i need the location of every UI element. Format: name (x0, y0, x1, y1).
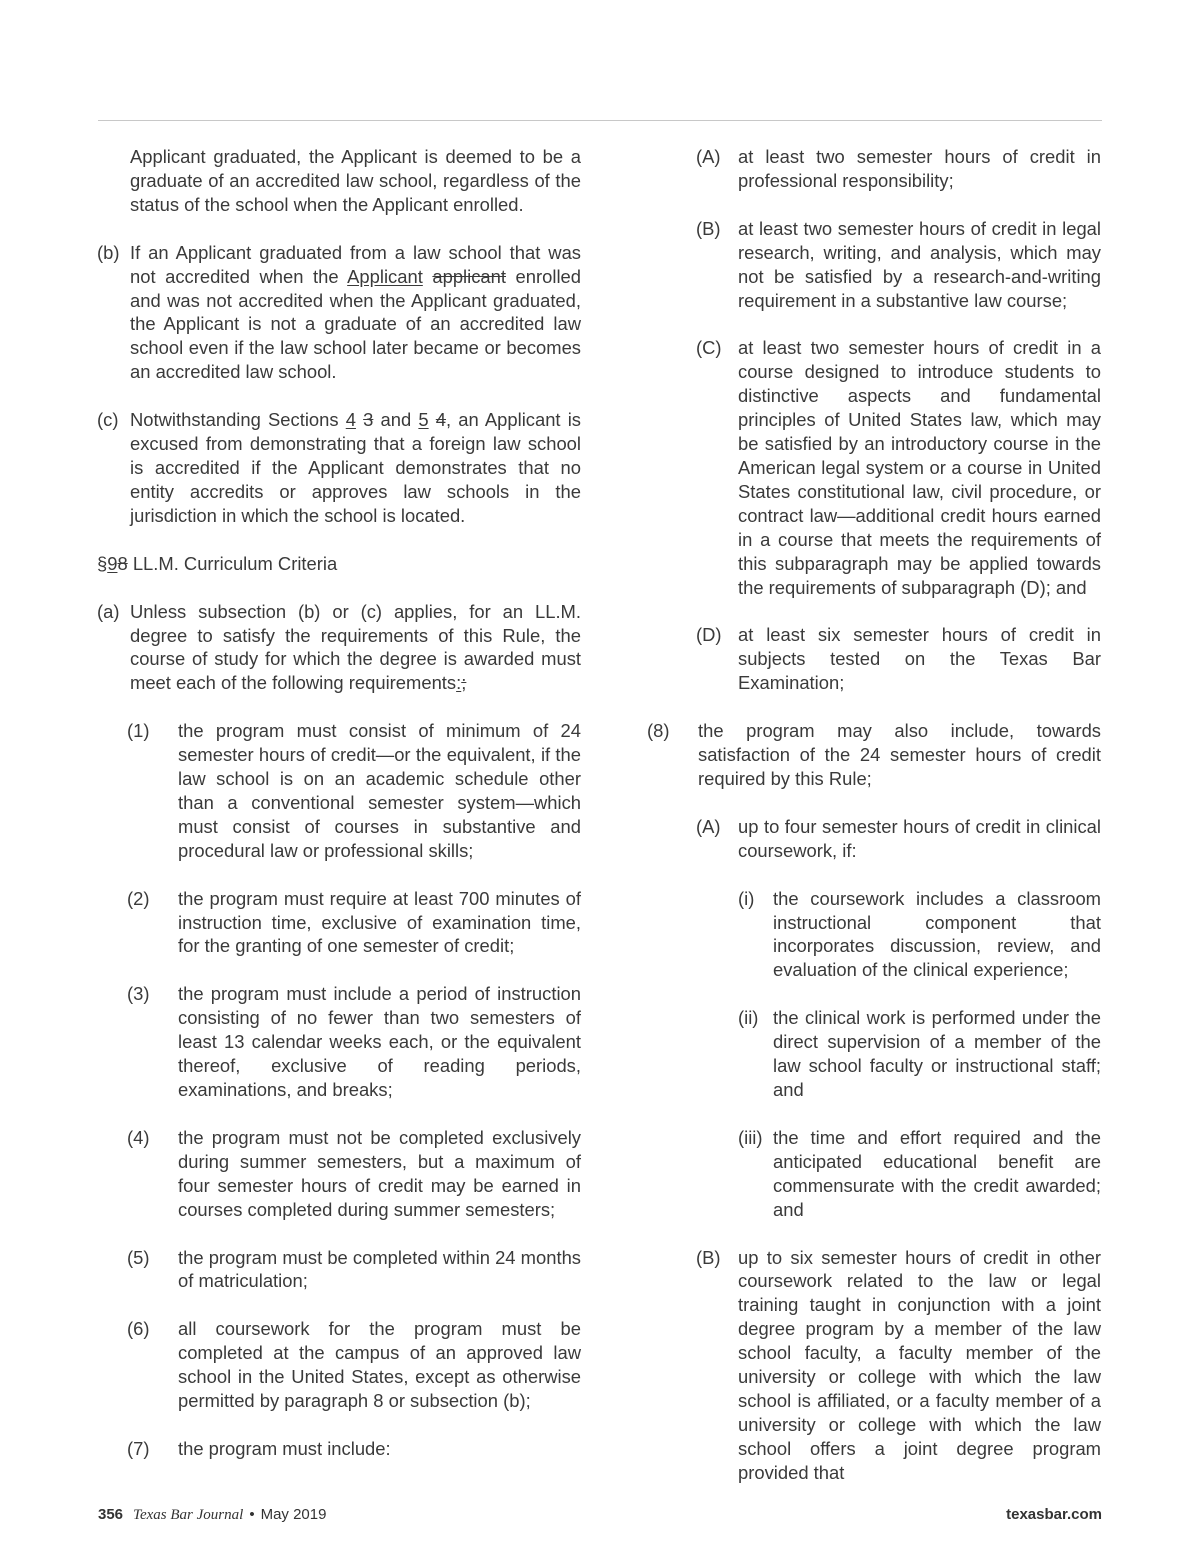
item-label: (5) (127, 1246, 150, 1268)
subparagraph (617, 815, 1101, 863)
subsection-a-label: (a) (97, 600, 120, 622)
journal-title: Texas Bar Journal (133, 1507, 244, 1523)
subsection-b-text-end: enrolled and was not accredited when the Applicant graduated, the Applicant is not a graduate of an accredited law school even if the law school later became or becomes an accredited law school. (130, 265, 581, 383)
subsection-a (97, 600, 581, 696)
clause (617, 1126, 1101, 1222)
subparagraph-text: at least two semester hours of credit in a course designed to introduce students to distinctive aspects and fundamental principles of United States law, which may be satisfied by an introductory course in the American legal system or a course in United States constitutional law, civil procedure, or contract law—additional credit hours earned in a course that meets the requirements of this subparagraph may be applied towards the requirements of subparagraph (D); and (738, 337, 1101, 598)
list-item (97, 887, 581, 959)
deleted-text: ; (461, 672, 467, 694)
subsection-c (97, 408, 581, 528)
clause (617, 887, 1101, 983)
clause-text: the time and effort required and the anticipated educational benefit are commensurate with the credit awarded; and (773, 1126, 1101, 1220)
item-text: the program may also include, towards satisfaction of the 24 semester hours of credit required by this Rule; (698, 720, 1101, 789)
item-text: the program must include: (178, 1437, 391, 1459)
subparagraph-text: at least two semester hours of credit in legal research, writing, and analysis, which may not be satisfied by a research-and-writing requirement in a substantive law course; (738, 217, 1101, 311)
inserted-text: : (456, 672, 462, 694)
clause-label: (i) (738, 887, 755, 909)
subparagraph-text: up to six semester hours of credit in other coursework related to the law or legal training taught in conjunction with a joint degree program by a member of the law school faculty, a faculty member of the university or college with which the law school is affiliated, or a faculty member of a university or college with which the law school offers a joint degree program provided that (738, 1246, 1101, 1483)
inserted-text: 5 (418, 409, 429, 431)
section-title: LL.M. Curriculum Criteria (127, 552, 338, 574)
item-label: (1) (127, 720, 150, 742)
deleted-text: applicant (432, 265, 506, 287)
list-item (617, 719, 1101, 791)
subparagraph-label: (A) (696, 146, 721, 167)
continued-paragraph (97, 145, 581, 217)
clause-label: (iii) (738, 1126, 763, 1148)
deleted-text: 3 (363, 409, 374, 431)
inserted-text: Applicant (347, 265, 423, 287)
subsection-c-label: (c) (97, 409, 119, 431)
item-text: all coursework for the program must be completed at the campus of an approved law school in the United States, except as otherwise permitted by paragraph 8 or subsection (b); (178, 1318, 581, 1412)
clause (617, 1006, 1101, 1102)
item-text: the program must not be completed exclusively during summer semesters, but a maximum of four semester hours of credit may be earned in courses completed during summer semesters; (178, 1126, 581, 1220)
footer-left (98, 1505, 326, 1525)
list-item (97, 1126, 581, 1222)
subparagraph-label: (A) (696, 815, 721, 837)
item-text: the program must be completed within 24 months of matriculation; (178, 1246, 581, 1292)
subsection-a-text: Unless subsection (b) or (c) applies, for an LL.M. degree to satisfy the requirements of this Rule, the course of study for which the degree is awarded must meet each of the following requirements (130, 600, 581, 694)
section-symbol: § (97, 552, 108, 574)
list-item (97, 719, 581, 862)
subparagraph (617, 217, 1101, 313)
subparagraph (617, 1246, 1101, 1485)
footer-website: texasbar.com (1006, 1506, 1102, 1523)
deleted-text: 8 (117, 552, 128, 574)
list-item (97, 1437, 581, 1461)
item-text: the program must require at least 700 minutes of instruction time, exclusive of examination time, for the granting of one semester of credit; (178, 887, 581, 957)
item-label: (6) (127, 1318, 150, 1340)
subsection-c-text-end: , an Applicant is excused from demonstrating that a foreign law school is accredited if the Applicant demonstrates that no entity accredits or approves law schools in the jurisdiction in which the school is located. (130, 409, 581, 526)
section-heading (97, 552, 581, 576)
inserted-text: 4 (345, 409, 356, 431)
subparagraph-label: (C) (696, 337, 722, 359)
left-column (97, 145, 581, 1485)
subparagraph (617, 145, 1101, 193)
header-rule (98, 120, 1102, 121)
item-label: (4) (127, 1126, 150, 1148)
subparagraph-text: at least two semester hours of credit in professional responsibility; (738, 146, 1101, 191)
deleted-text: 4 (435, 409, 447, 431)
subparagraph-text: up to four semester hours of credit in clinical coursework, if: (738, 815, 1101, 861)
item-text: the program must consist of minimum of 24 semester hours of credit—or the equivalent, if the law school is on an academic schedule other than a conventional semester system—which must consist of courses in substantive and procedural law or professional skills; (178, 720, 581, 861)
subparagraph-text: at least six semester hours of credit in subjects tested on the Texas Bar Examination; (738, 624, 1101, 694)
item-text: the program must include a period of instruction consisting of no fewer than two semesters of least 13 calendar weeks each, or the equivalent thereof, exclusive of reading periods, examinations, and breaks; (178, 983, 581, 1100)
subparagraph (617, 623, 1101, 695)
item-label: (2) (127, 887, 150, 909)
inserted-text: 9 (107, 552, 118, 574)
clause-text: the clinical work is performed under the direct supervision of a member of the law school faculty or instructional staff; and (773, 1007, 1101, 1100)
subparagraph-label: (B) (696, 217, 721, 239)
subsection-c-text: Notwithstanding Sections (130, 409, 346, 431)
subparagraph-label: (D) (696, 624, 722, 646)
issue-date: May 2019 (260, 1506, 327, 1523)
subparagraph (617, 336, 1101, 599)
clause-text: the coursework includes a classroom instructional component that incorporates discussion, review, and evaluation of the clinical experience; (773, 887, 1101, 981)
list-item (97, 1246, 581, 1294)
item-label: (8) (647, 720, 670, 742)
clause-label: (ii) (738, 1007, 759, 1029)
subparagraph-label: (B) (696, 1246, 721, 1268)
item-label: (7) (127, 1437, 150, 1459)
continued-text: Applicant graduated, the Applicant is deemed to be a graduate of an accredited law school, regardless of the status of the school when the Applicant enrolled. (130, 146, 581, 215)
right-column (617, 145, 1101, 1509)
list-item (97, 982, 581, 1102)
subsection-b-text: If an Applicant graduated from a law school that was not accredited when the (130, 241, 581, 287)
bullet-separator: • (249, 1506, 255, 1523)
subsection-c-text-mid: and (373, 409, 419, 431)
item-label: (3) (127, 983, 150, 1005)
page-number: 356 (98, 1506, 124, 1523)
subsection-b (97, 241, 581, 384)
subsection-b-label: (b) (97, 241, 120, 263)
list-item (97, 1317, 581, 1413)
